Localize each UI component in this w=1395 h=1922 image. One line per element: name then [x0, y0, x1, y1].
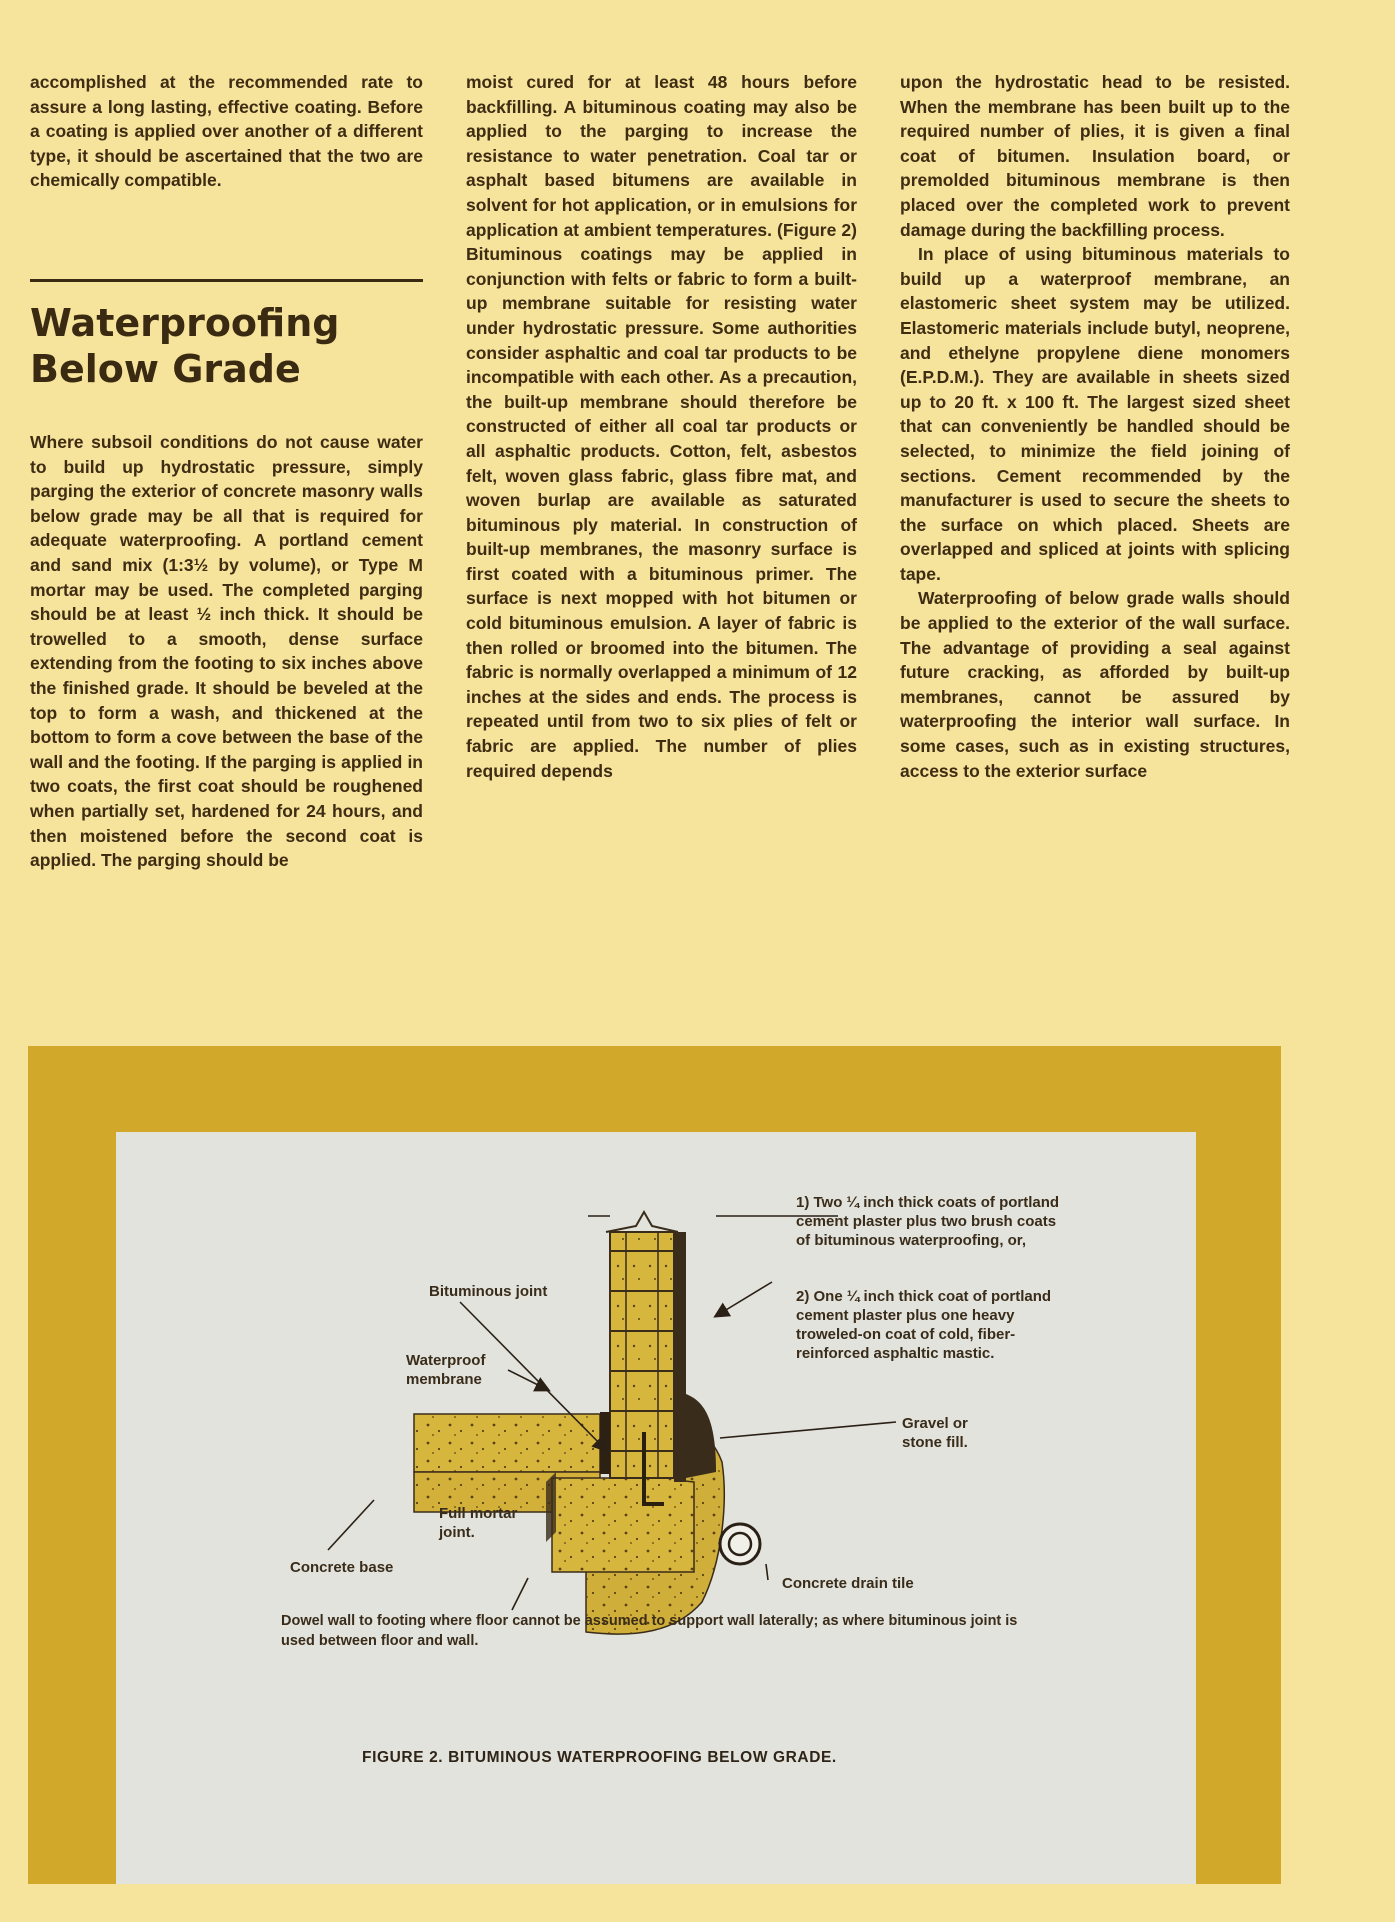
- section-divider: [30, 279, 423, 282]
- leader-gravel: [720, 1422, 896, 1438]
- column-3: [900, 70, 1290, 783]
- label-full-mortar-joint: Full mortar joint.: [439, 1505, 518, 1541]
- col3-paragraph-1: upon the hydrostatic head to be resisted. When the membrane has been built up to the required number of plies, it is given a final coat of bitumen. Insulation board, or premolded bituminous membrane is then placed over the completed work to prevent damage during the backfilling process.: [900, 72, 1290, 240]
- section-heading: Waterproofing Below Grade: [30, 301, 340, 391]
- label-waterproof-membrane: Waterproof membrane: [406, 1352, 486, 1388]
- column-1-body: [30, 430, 423, 873]
- leader-notes: [716, 1282, 772, 1316]
- col1-body-paragraph: Where subsoil conditions do not cause water to build up hydrostatic pressure, simply parging the exterior of concrete masonry walls below grade may be all that is required for adequate waterproofing. A portland cement and sand mix (1:3½ by volume), or Type M mortar may be used. The completed parging should be at least ½ inch thick. It should be trowelled to a smooth, dense surface extending from the footing to six inches above the finished grade. It should be beveled at the top to form a wash, and thickened at the bottom to form a cove between the base of the wall and the footing. If the parging is applied in two coats, the first coat should be roughened when partially set, hardened for 24 hours, and then moistened before the second coat is applied. The parging should be: [30, 432, 423, 871]
- leader-membrane: [508, 1370, 548, 1390]
- label-gravel-fill: Gravel or stone fill.: [902, 1415, 968, 1451]
- drain-tile: [720, 1524, 760, 1564]
- leader-drain-tile: [766, 1564, 768, 1580]
- leader-footing: [512, 1578, 528, 1610]
- leader-concrete-base: [328, 1500, 374, 1550]
- figure-note-2: 2) One ¼ inch thick coat of portland cement plaster plus one heavy troweled-on coat of cold, fiber-reinforced asphaltic mastic.: [796, 1288, 1052, 1362]
- col1-intro-paragraph: accomplished at the recommended rate to assure a long lasting, effective coating. Before a coating is applied over another of a different type, it should be ascertained that the two are chemically compatible.: [30, 72, 423, 191]
- col3-paragraph-2: In place of using bituminous materials to build up a waterproof membrane, an elastomeric sheet system may be utilized. Elastomeric materials include butyl, neoprene, and ethelyne propylene diene monomers (E.P.D.M.). They are available in sheets sized up to 20 ft. x 100 ft. The largest sized sheet that can conveniently be handled should be selected, to minimize the field joining of sections. Cement recommended by the manufacturer is used to secure the sheets to the surface on which placed. Sheets are overlapped and spliced at joints with splicing tape.: [900, 244, 1290, 584]
- label-concrete-base: Concrete base: [290, 1559, 394, 1576]
- label-bituminous-joint: Bituminous joint: [429, 1283, 548, 1300]
- label-concrete-drain-tile: Concrete drain tile: [782, 1575, 914, 1592]
- col2-paragraph: moist cured for at least 48 hours before backfilling. A bituminous coating may also be applied to the parging to increase the resistance to water penetration. Coal tar or asphalt based bitumens are available in solvent for hot application, or in emulsions for application at ambient temperatures. (Figure 2) Bituminous coatings may be applied in conjunction with felts or fabric to form a built-up membrane suitable for resisting water under hydrostatic pressure. Some authorities consider asphaltic and coal tar products to be incompatible with each other. As a precaution, the built-up membrane should therefore be constructed of either all coal tar products or all asphaltic products. Cotton, felt, asbestos felt, woven glass fabric, glass fibre mat, and woven burlap are available as saturated bituminous ply material. In construction of built-up membranes, the masonry surface is first coated with a bituminous primer. The surface is next mopped with hot bitumen or cold bituminous emulsion. A layer of fabric is then rolled or broomed into the bitumen. The fabric is normally overlapped a minimum of 12 inches at the sides and ends. The process is repeated until from two to six plies of felt or fabric are applied. The number of plies required depends: [466, 72, 857, 781]
- column-2: [466, 70, 857, 783]
- bituminous-joint: [600, 1412, 610, 1474]
- column-1-intro: [30, 70, 423, 193]
- figure-note-1: 1) Two ¼ inch thick coats of portland cement plaster plus two brush coats of bituminous waterproofing, or,: [796, 1194, 1060, 1249]
- col3-paragraph-3: Waterproofing of below grade walls should be applied to the exterior of the wall surface. The advantage of providing a seal against future cracking, as afforded by built-up membranes, cannot be assured by waterproofing the interior wall surface. In some cases, such as in existing structures, access to the exterior surface: [900, 588, 1290, 781]
- figure-caption: FIGURE 2. BITUMINOUS WATERPROOFING BELOW GRADE.: [362, 1749, 837, 1766]
- figure-subcaption: Dowel wall to footing where floor cannot be assumed to support wall laterally; as where bituminous joint is used between floor and wall.: [281, 1613, 1018, 1649]
- membrane-band: [674, 1232, 686, 1482]
